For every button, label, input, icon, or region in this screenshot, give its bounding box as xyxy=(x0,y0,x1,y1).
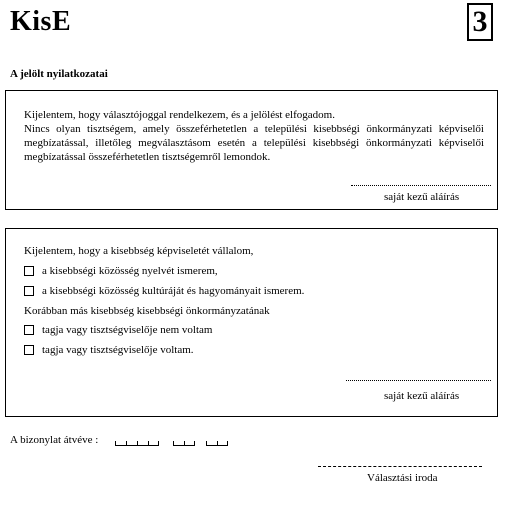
signature-label-1: saját kezű aláírás xyxy=(384,191,460,203)
previous-membership-text: Korábban más kisebbség kisebbségi önkormányzatának xyxy=(24,305,270,317)
section-title: A jelölt nyilatkozatai xyxy=(10,68,108,80)
culture-option-label: a kisebbségi közösség kultúráját és hagyományait ismerem. xyxy=(42,285,305,297)
not-member-checkbox[interactable] xyxy=(24,325,34,335)
signature-line-2[interactable] xyxy=(346,380,491,381)
was-member-checkbox[interactable] xyxy=(24,345,34,355)
declaration-box-1 xyxy=(5,90,498,210)
declaration-line-2: Nincs olyan tisztségem, amely összeférhetetlen a települési kisebbségi önkormányzati képviselői xyxy=(24,123,484,135)
declaration-box-2 xyxy=(5,228,498,417)
office-label: Választási iroda xyxy=(367,472,438,484)
not-member-option-label: tagja vagy tisztségviselője nem voltam xyxy=(42,324,213,336)
receipt-day-field[interactable] xyxy=(206,441,228,446)
declaration-line-1: Kijelentem, hogy választójoggal rendelkezem, és a jelölést elfogadom. xyxy=(24,109,335,121)
signature-line-1[interactable] xyxy=(351,185,491,186)
receipt-year-field[interactable] xyxy=(115,441,159,446)
receipt-label: A bizonylat átvéve : xyxy=(10,434,99,446)
declaration-line-3: megbízatással, illetőleg megválasztásom esetén a települési kisebbségi önkormányzati képviselői xyxy=(24,137,484,149)
language-checkbox[interactable] xyxy=(24,266,34,276)
culture-checkbox[interactable] xyxy=(24,286,34,296)
language-option-label: a kisebbségi közösség nyelvét ismerem, xyxy=(42,265,218,277)
signature-label-2: saját kezű aláírás xyxy=(384,390,460,402)
declaration-line-4: megbízatással összeférhetetlen tisztségemről lemondok. xyxy=(24,151,271,163)
representation-intro: Kijelentem, hogy a kisebbség képviseletét vállalom, xyxy=(24,245,254,257)
form-code: KisE xyxy=(10,6,72,37)
receipt-month-field[interactable] xyxy=(173,441,195,446)
office-signature-line[interactable] xyxy=(318,466,482,467)
form-number-box: 3 xyxy=(467,3,493,41)
was-member-option-label: tagja vagy tisztségviselője voltam. xyxy=(42,344,194,356)
